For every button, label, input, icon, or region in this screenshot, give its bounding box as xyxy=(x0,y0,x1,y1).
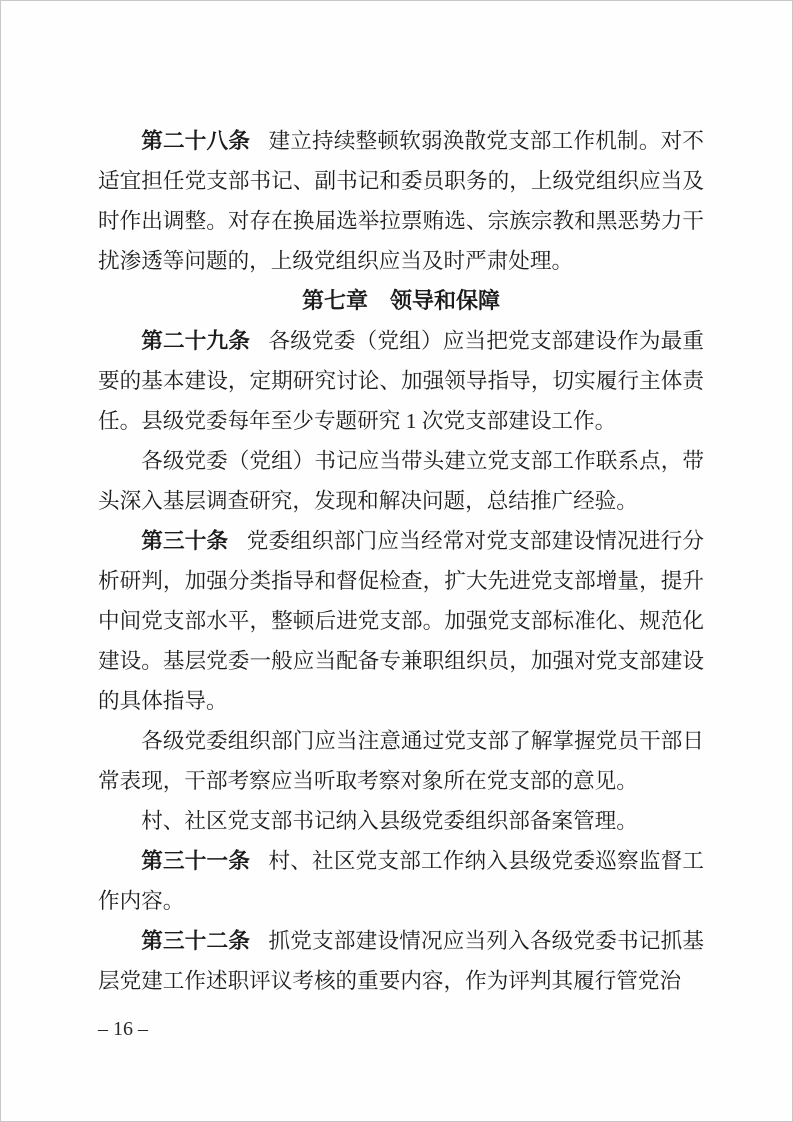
chapter-7-heading: 第七章 领导和保障 xyxy=(301,288,500,313)
page-number: – 16 – xyxy=(98,1018,148,1040)
article-32-text: 抓党支部建设情况应当列入各级党委书记抓基层党建工作述职评议考核的重要内容，作为评判其履行管党治 xyxy=(98,929,704,993)
article-30-paragraph-2: 各级党委组织部门应当注意通过党支部了解掌握党员干部日常表现，干部考察应当听取考察对象所在党支部的意见。 xyxy=(98,729,704,793)
article-31-text: 村、社区党支部工作纳入县级党委巡察监督工作内容。 xyxy=(98,849,704,913)
article-28-paragraph xyxy=(98,121,704,281)
article-32-number: 第三十二条 xyxy=(141,929,251,953)
article-29-number: 第二十九条 xyxy=(141,329,251,353)
article-30-text: 党委组织部门应当经常对党支部建设情况进行分析研判，加强分类指导和督促检查，扩大先进党支部增量，提升中间党支部水平，整顿后进党支部。加强党支部标准化、规范化建设。基层党委一般应当配备专兼职组织员，加强对党支部建设的具体指导。 xyxy=(98,529,704,713)
article-31-number: 第三十一条 xyxy=(141,849,251,873)
document-body xyxy=(98,121,704,1001)
article-30-number: 第三十条 xyxy=(141,529,229,553)
article-28-number: 第二十八条 xyxy=(141,129,251,153)
article-30-paragraph xyxy=(98,521,704,721)
article-29-paragraph xyxy=(98,321,704,441)
article-29-text: 各级党委（党组）应当把党支部建设作为最重要的基本建设，定期研究讨论、加强领导指导，切实履行主体责任。县级党委每年至少专题研究 1 次党支部建设工作。 xyxy=(98,329,704,433)
article-29-paragraph-2: 各级党委（党组）书记应当带头建立党支部工作联系点，带头深入基层调查研究，发现和解决问题，总结推广经验。 xyxy=(98,449,704,513)
article-31-paragraph xyxy=(98,841,704,921)
article-30-paragraph-3: 村、社区党支部书记纳入县级党委组织部备案管理。 xyxy=(141,809,638,833)
article-32-paragraph xyxy=(98,921,704,1001)
article-28-text: 建立持续整顿软弱涣散党支部工作机制。对不适宜担任党支部书记、副书记和委员职务的，上级党组织应当及时作出调整。对存在换届选举拉票贿选、宗族宗教和黑恶势力干扰渗透等问题的，上级党组织应当及时严肃处理。 xyxy=(98,129,704,273)
